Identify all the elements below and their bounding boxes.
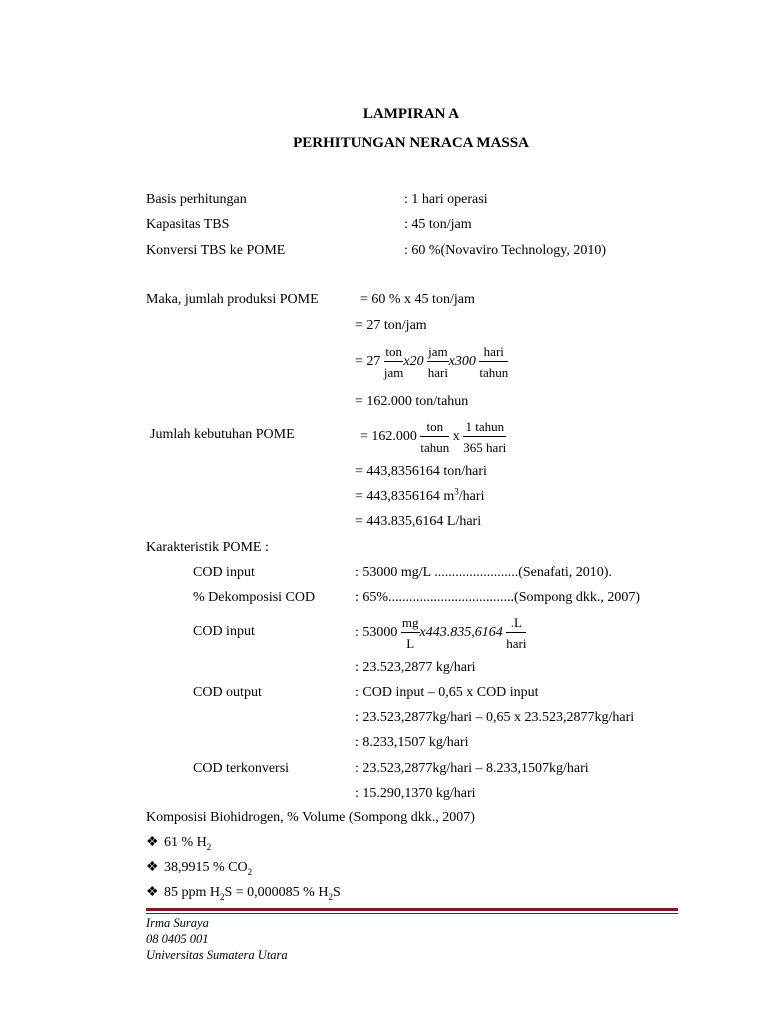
dekomposisi-value: : 65%....................................(Sompong dkk., 2007) [355, 590, 641, 605]
kapasitas-label: Kapasitas TBS [146, 217, 230, 232]
eq-prefix: = 162.000 [360, 429, 417, 445]
pome-need-result2: = 443,8356164 $m^3$/hari [355, 486, 485, 504]
cod-terkonversi-label: COD terkonversi [193, 761, 290, 776]
eq-mid: x [452, 429, 460, 445]
cod-terkonversi-value1: : 23.523,2877kg/hari – 8.233,1507kg/hari [355, 761, 589, 776]
fraction-tahun-per-hari: $\frac{\text{1 tahun}}{\text{365 hari}}$ [463, 419, 507, 455]
cod-input-value: : 53000 mg/L ........................(Senafati, 2010). [355, 565, 612, 580]
fraction-ton-per-jam: $\frac{\text{ton}}{\text{jam}}$ [383, 344, 404, 380]
footer-university: Universitas Sumatera Utara [146, 948, 288, 962]
page-title: LAMPIRAN A [362, 106, 460, 122]
footer-rule-thick [146, 908, 678, 911]
basis-label: Basis perhitungan [146, 192, 247, 207]
list-item-co2: ❖ 38,9915 % $CO_2$ [146, 860, 253, 877]
pome-production-step2: = 27 ton/jam [355, 318, 427, 333]
list-item-h2: ❖ 61 % $H_2$ [146, 835, 212, 852]
fraction-l-per-hari: $\frac{.L}{\text{hari}}$ [506, 615, 527, 651]
pome-production-step4: = 162.000 ton/tahun [355, 394, 469, 409]
pome-need-equation [360, 420, 506, 454]
cod-input-label: COD input [193, 565, 255, 580]
eq-prefix: = 27 [355, 354, 381, 370]
cod-input-equation [355, 616, 526, 650]
diamond-bullet-icon: ❖ [146, 885, 159, 900]
cod-output-value2: : 23.523,2877kg/hari – 0,65 x 23.523,2877kg/hari [355, 710, 635, 725]
basis-value: : 1 hari operasi [404, 192, 488, 207]
list-item-h2s: ❖ 85 ppm $H_2S = 0,000085$ % $H_2S$ [146, 885, 341, 902]
cod-terkonversi-value2: : 15.290,1370 kg/hari [355, 786, 476, 801]
diamond-bullet-icon: ❖ [146, 835, 159, 850]
cod-input2-label: COD input [193, 624, 255, 639]
konversi-label: Konversi TBS ke POME [146, 243, 286, 258]
komposisi-heading: Komposisi Biohidrogen, % Volume (Sompong dkk., 2007) [146, 810, 475, 825]
eq-mid1: x20 [403, 354, 424, 370]
pome-production-step1: = 60 % x 45 ton/jam [360, 292, 475, 307]
cod-output-value1: : COD input – 0,65 x COD input [355, 685, 539, 700]
cod-output-label: COD output [193, 685, 262, 700]
karakteristik-heading: Karakteristik POME : [146, 540, 269, 555]
eq-prefix: : 53000 [355, 625, 398, 641]
footer-author: Irma Suraya [146, 916, 209, 930]
page-subtitle: PERHITUNGAN NERACA MASSA [293, 135, 529, 151]
cod-output-value3: : 8.233,1507 kg/hari [355, 735, 469, 750]
konversi-value: : 60 %(Novaviro Technology, 2010) [404, 243, 606, 258]
pome-need-result1: = 443,8356164 ton/hari [355, 464, 487, 479]
fraction-ton-per-tahun: $\frac{\text{ton}}{\text{tahun}}$ [420, 419, 450, 455]
pome-production-equation [355, 345, 508, 379]
footer-rule-thin [146, 913, 678, 914]
pome-need-label: Jumlah kebutuhan POME [150, 427, 295, 442]
cod-input-result: : 23.523,2877 kg/hari [355, 660, 476, 675]
pome-need-result3: = 443.835,6164 L/hari [355, 514, 482, 529]
fraction-hari-per-tahun: $\frac{\text{hari}}{\text{tahun}}$ [479, 344, 509, 380]
pome-production-label: Maka, jumlah produksi POME [146, 292, 319, 307]
dekomposisi-label: % Dekomposisi COD [193, 590, 316, 605]
fraction-mg-per-l: $\frac{mg}{L}$ [401, 615, 419, 651]
eq-mid2: x300 [448, 354, 476, 370]
footer-nim: 08 0405 001 [146, 932, 209, 946]
fraction-jam-per-hari: $\frac{\text{jam}}{\text{hari}}$ [427, 344, 448, 380]
eq-mid: x443.835,6164 [419, 625, 503, 641]
kapasitas-value: : 45 ton/jam [404, 217, 472, 232]
diamond-bullet-icon: ❖ [146, 860, 159, 875]
